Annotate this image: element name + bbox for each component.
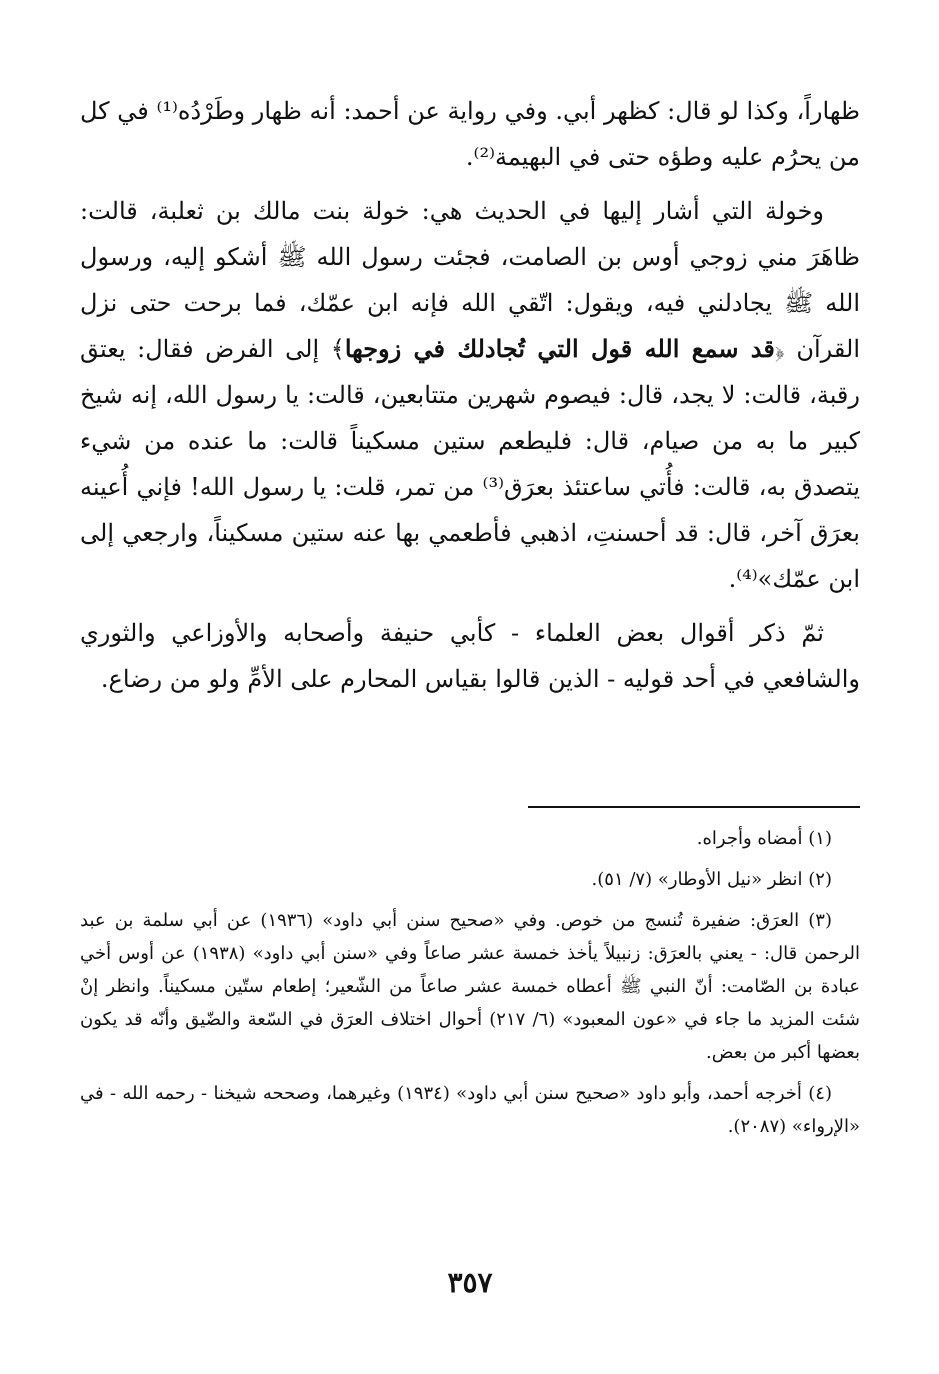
footnote-1: (١) أمضاه وأجراه.: [696, 828, 832, 849]
book-page: [80, 88, 860, 1338]
footnotes: [80, 822, 860, 1151]
quran-verse: قد سمع الله قول التي تُجادلك في زوجها: [344, 334, 775, 363]
paragraph-3: ثمّ ذكر أقوال بعض العلماء - كأبي حنيفة وأصحابه والأوزاعي والثوري والشافعي في أحد قوليه - الذين قالوا بقياس المحارم على الأمِّ ولو من رضاع.: [80, 619, 860, 693]
page-number: ٣٥٧: [447, 1266, 493, 1299]
paragraph-1: ظهاراً، وكذا لو قال: كظهر أبي. وفي رواية عن أحمد: أنه ظهار وطَرْدُه⁽¹⁾ في كل من يحرُم عليه وطؤه حتى في البهيمة⁽²⁾.: [80, 97, 861, 171]
paragraph-2: [80, 188, 860, 602]
footnote-2: (٢) انظر «نيل الأوطار» (٧/ ٥١).: [591, 869, 832, 890]
footnote-4: (٤) أخرجه أحمد، وأبو داود «صحيح سنن أبي داود» (١٩٣٤) وغيرهما، وصححه شيخنا - رحمه الله - في «الإرواء» (٢٠٨٧).: [80, 1083, 860, 1137]
main-text: [80, 88, 860, 702]
footnote-3: (٣) العرَق: ضفيرة تُنسج من خوص. وفي «صحيح سنن أبي داود» (١٩٣٦) عن أبي سلمة بن عبد الرحمن قال: - يعني بالعرَق: زنبيلاً يأخذ خمسة عشر صاعاً وفي «سنن أبي داود» (١٩٣٨) عن أوس أخي عبادة بن الصّامت: أنّ النبي ﷺ أعطاه خمسة عشر صاعاً من الشّعير؛ إطعام ستّين مسكيناً. وانظر إنْ شئت المزيد ما جاء في «عون المعبود» (٦/ ٢١٧) أحوال اختلاف العرَق في السّعة والضّيق وأنّه قد يكون بعضها أكبر من بعض.: [80, 910, 860, 1063]
paragraph-2-text-after: ﴾ إلى الفرض فقال: يعتق رقبة، قالت: لا يجد، قال: فيصوم شهرين متتابعين، قالت: يا رسول الله، إنه شيخ كبير ما به من صيام، قال: فليطعم ستين مسكيناً قالت: ما عنده من شيء يتصدق به، قالت: فأُتي ساعتئذ بعرَق⁽³⁾ من تمر، قلت: يا رسول الله! فإني أُعينه بعرَق آخر، قال: قد أحسنتِ، اذهبي فأطعمي بها عنه ستين مسكيناً، وارجعي إلى ابن عمّك»⁽⁴⁾.: [80, 335, 861, 593]
footnote-divider: [528, 806, 860, 808]
paragraph-2-text-before: وخولة التي أشار إليها في الحديث هي: خولة بنت مالك بن ثعلبة، قالت: ظاهَرَ مني زوجي أوس بن الصامت، فجئت رسول الله ﷺ أشكو إليه، ورسول الله ﷺ يجادلني فيه، ويقول: اتّقي الله فإنه ابن عمّك، فما برحت حتى نزل القرآن ﴿: [80, 197, 861, 363]
